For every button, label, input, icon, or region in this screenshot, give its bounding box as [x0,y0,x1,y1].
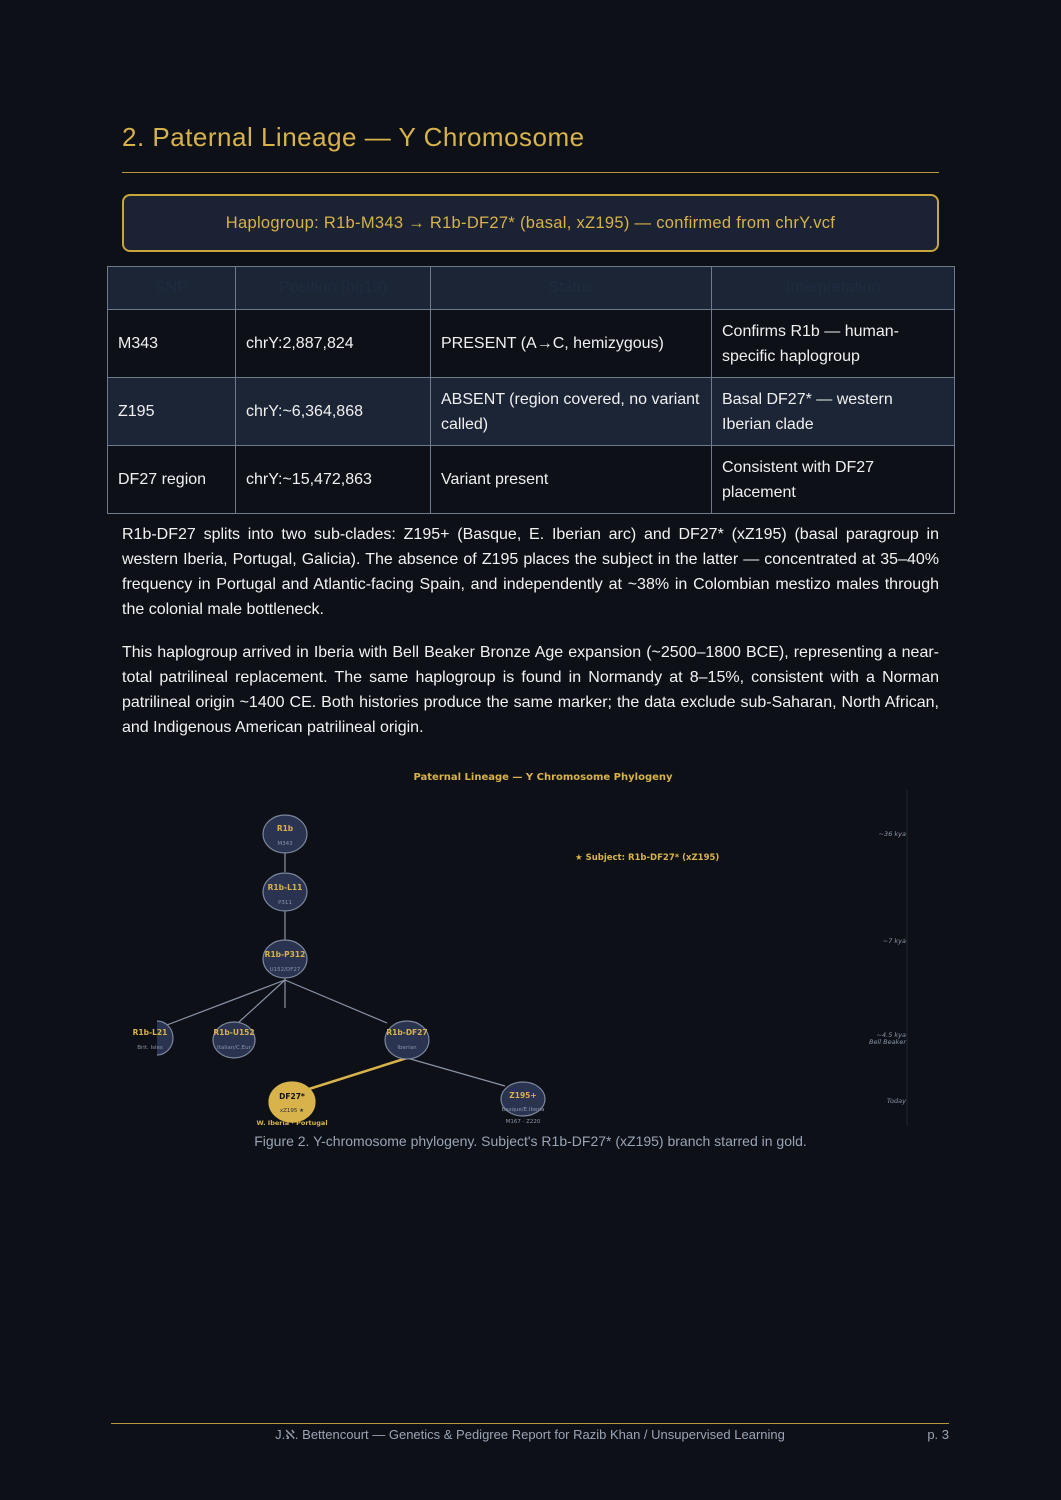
figure-title: Paternal Lineage — Y Chromosome Phylogeny [413,772,673,783]
cell-status: PRESENT (A→C, hemizygous) [431,310,712,378]
node-z195 [501,1082,545,1125]
cell-interpretation: Basal DF27* — western Iberian clade [712,378,955,446]
node-r1b-name: R1b [276,824,294,833]
table-row [108,378,955,446]
node-df27star-name: DF27* [279,1092,305,1101]
node-l11-name: R1b-L11 [267,883,303,892]
phylogeny-figure [107,760,955,1132]
timeline-36kya: ~36 kya [878,830,906,838]
figure-caption: Figure 2. Y-chromosome phylogeny. Subject's R1b-DF27* (xZ195) branch starred in gold. [254,1133,807,1149]
edge-p312-df27 [285,980,387,1023]
node-df27 [385,1021,429,1059]
edge-p312-u152 [239,980,285,1022]
snp-table [107,266,955,514]
header-status: Status [431,267,712,310]
node-r1b-sub: M343 [277,841,293,847]
node-l21-sub: Brit. Isles [137,1045,163,1051]
node-p312-sub: U152/DF27 [269,967,301,973]
page-number: p. 3 [927,1427,949,1442]
edge-df27-z195 [407,1058,505,1086]
header-position: Position (hg19) [236,267,431,310]
node-u152-sub: Italian/C.Eur [217,1045,251,1051]
cell-interpretation: Confirms R1b — human-specific haplogroup [712,310,955,378]
node-u152 [213,1022,255,1058]
node-p312-name: R1b-P312 [264,950,306,959]
node-df27-sub: Iberian [397,1045,417,1051]
node-df27star-subject [256,1082,327,1127]
node-p312 [263,940,307,978]
cell-snp: DF27 region [108,446,236,514]
footer-divider [111,1423,949,1424]
node-z195-sub: Basque/E.Iberia [501,1107,545,1113]
cell-position: chrY:~6,364,868 [236,378,431,446]
subject-legend: ★ Subject: R1b-DF27* (xZ195) [575,853,720,863]
cell-status: ABSENT (region covered, no variant called) [431,378,712,446]
node-l21-name: R1b-L21 [132,1028,168,1037]
header-interpretation: Interpretation [712,267,955,310]
node-u152-name: R1b-U152 [213,1028,255,1037]
node-df27-name: R1b-DF27 [386,1028,428,1037]
haplogroup-callout-text: Haplogroup: R1b-M343 → R1b-DF27* (basal, xZ195) — confirmed from chrY.vcf [225,213,836,232]
node-l21 [133,1021,173,1055]
node-l11-sub: P311 [278,900,292,906]
section-title: 2. Paternal Lineage — Y Chromosome [122,122,585,152]
timeline-4-5kya: ~4.5 kya [876,1031,906,1039]
node-r1b [263,815,307,853]
cell-position: chrY:~15,472,863 [236,446,431,514]
timeline-bell-beaker: Bell Beaker [868,1038,906,1046]
table-row [108,310,955,378]
paragraph-history: This haplogroup arrived in Iberia with Bell Beaker Bronze Age expansion (~2500–1800 BCE), representing a near-total patrilineal replacement. The same haplogroup is found in Normandy at 8–15%, consistent with a Norman patrilineal origin ~1400 CE. Both histories produce the same marker; the data exclude sub-Saharan, North African, and Indigenous American patrilineal origin. [122,644,939,736]
edge-p312-l21 [159,980,285,1028]
table-header-row [108,267,955,310]
cell-snp: M343 [108,310,236,378]
cell-position: chrY:2,887,824 [236,310,431,378]
cell-status: Variant present [431,446,712,514]
node-df27star-sub: xZ195 ★ [279,1108,305,1114]
cell-snp: Z195 [108,378,236,446]
paragraph-subclades: R1b-DF27 splits into two sub-clades: Z195+ (Basque, E. Iberian arc) and DF27* (xZ195) (basal paragroup in western Iberia, Portugal, Galicia). The absence of Z195 places the subject in the latter — concentrated at 35–40% frequency in Portugal and Atlantic-facing Spain, and independently at ~38% in Colombian mestizo males through the colonial male bottleneck. [122,526,939,618]
table-row [108,446,955,514]
timeline-today: Today [886,1097,906,1105]
footer-text: J.ℵ. Bettencourt — Genetics & Pedigree Report for Razib Khan / Unsupervised Learning [275,1427,785,1442]
title-divider [122,172,939,173]
node-df27star-note: W. Iberia · Portugal [256,1119,328,1127]
cell-interpretation: Consistent with DF27 placement [712,446,955,514]
haplogroup-callout [122,194,939,252]
node-z195-name: Z195+ [509,1091,537,1100]
header-snp: SNP [108,267,236,310]
edge-df27-df27star [309,1058,407,1089]
node-z195-note: M167 · Z220 [505,1119,541,1125]
timeline-7kya: ~7 kya [882,937,906,945]
node-l11 [263,873,307,911]
